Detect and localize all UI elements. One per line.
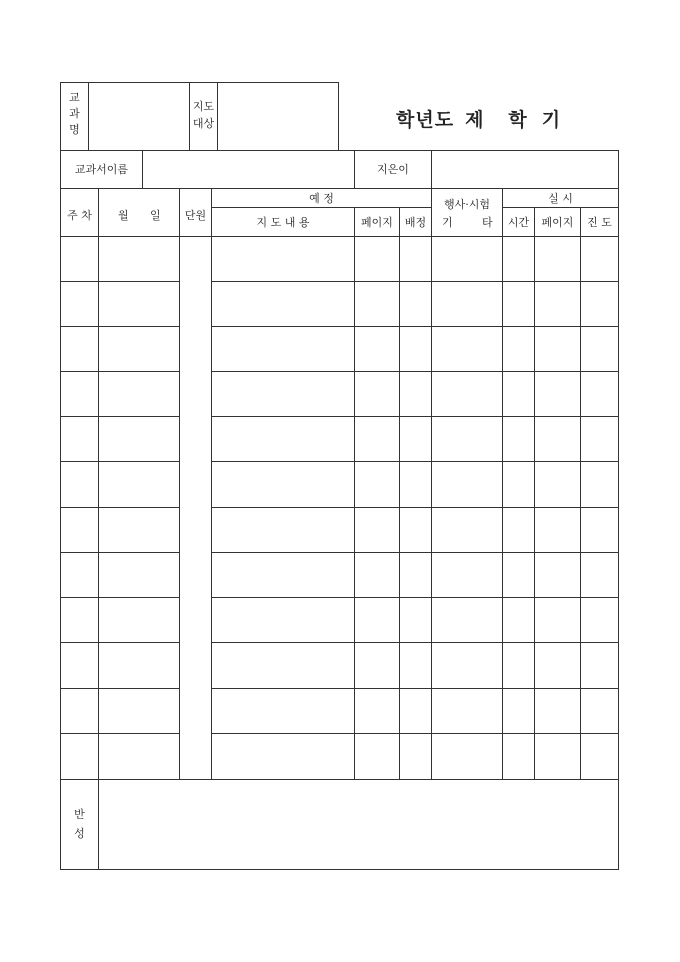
table-row[interactable] bbox=[61, 553, 618, 597]
allocation-header: 배정 bbox=[404, 216, 427, 229]
etc-header-right: 타 bbox=[482, 216, 493, 229]
table-row[interactable] bbox=[61, 282, 618, 326]
content-header: 지 도 내 용 bbox=[256, 216, 310, 229]
day-header: 일 bbox=[150, 209, 161, 222]
unit-column-cell[interactable] bbox=[180, 237, 211, 779]
table-row[interactable] bbox=[61, 327, 618, 371]
table-row[interactable] bbox=[61, 689, 618, 733]
subject-field[interactable] bbox=[89, 83, 189, 150]
event-exam-header: 행사·시험 bbox=[443, 198, 490, 211]
actual-page-header: 페이지 bbox=[541, 216, 574, 229]
table-row[interactable] bbox=[61, 237, 618, 281]
textbook-field[interactable] bbox=[143, 151, 354, 188]
unit-header: 단원 bbox=[184, 209, 207, 222]
textbook-label: 교과서이름 bbox=[74, 163, 129, 176]
etc-header-left: 기 bbox=[442, 216, 453, 229]
author-field[interactable] bbox=[432, 151, 618, 188]
reflection-field[interactable] bbox=[99, 780, 618, 869]
subject-label: 교 과 명 bbox=[69, 91, 80, 136]
table-row[interactable] bbox=[61, 598, 618, 642]
table-row[interactable] bbox=[61, 508, 618, 552]
table-row[interactable] bbox=[61, 372, 618, 416]
month-header: 월 bbox=[118, 209, 129, 222]
table-row[interactable] bbox=[61, 417, 618, 461]
plan-page-header: 페이지 bbox=[361, 216, 393, 229]
week-header: 주 차 bbox=[67, 209, 92, 222]
plan-header: 예 정 bbox=[309, 192, 334, 205]
target-label: 지도 대상 bbox=[192, 100, 215, 130]
reflection-label: 반 성 bbox=[74, 808, 85, 840]
table-row[interactable] bbox=[61, 734, 618, 779]
progress-header: 진 도 bbox=[587, 216, 612, 229]
page-title: 학년도 제 학 기 bbox=[396, 109, 562, 131]
time-header: 시간 bbox=[507, 216, 530, 229]
table-row[interactable] bbox=[61, 462, 618, 506]
table-row[interactable] bbox=[61, 643, 618, 687]
author-label: 지은이 bbox=[377, 163, 409, 176]
actual-header: 실 시 bbox=[548, 192, 573, 205]
target-field[interactable] bbox=[218, 83, 338, 150]
